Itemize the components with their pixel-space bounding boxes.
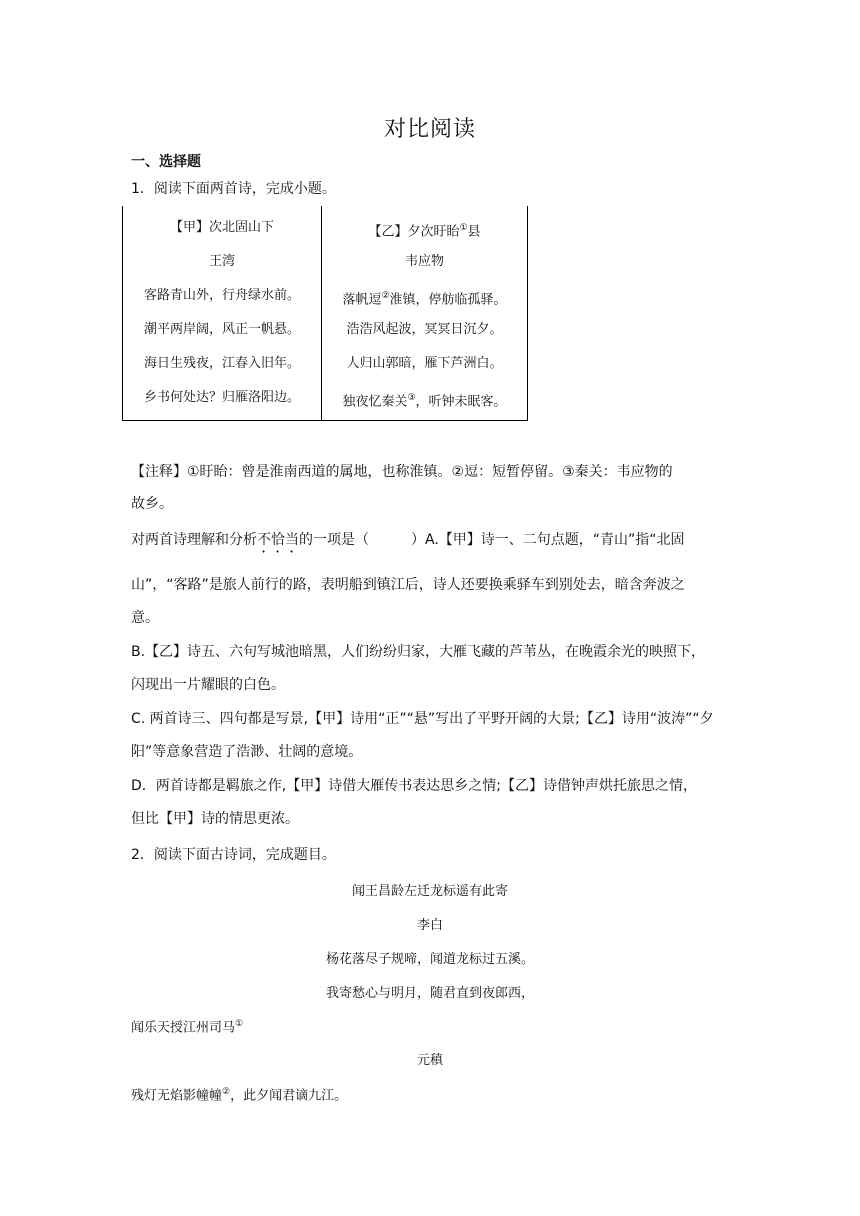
notes-line: 【注释】①盱眙：曾是淮南西道的属地，也称淮镇。②逗：短暂停留。③秦关：韦应物的 (131, 464, 673, 480)
poem-a-cell (123, 206, 322, 421)
poem-a-author: 王湾 (208, 254, 235, 269)
option-c-text: 阳”等意象营造了浩渺、壮阔的意境。 (131, 744, 363, 760)
poem-comparison-table (122, 206, 528, 421)
question-2-stem: 2．阅读下面古诗词，完成题目。 (131, 847, 336, 863)
section-heading: 一、选择题 (131, 154, 201, 170)
poem-a-line: 海日生残夜，江春入旧年。 (143, 356, 300, 371)
poem-2-line: 残灯无焰影幢幢②，此夕闻君谪九江。 (131, 1087, 348, 1104)
option-d-text: 但比【甲】诗的情思更浓。 (131, 811, 299, 827)
poem-b-line: 独夜忆秦关③，听钟未眠客。 (342, 393, 507, 410)
option-d-text: D．两首诗都是羁旅之作,【甲】诗借大雁传书表达思乡之情;【乙】诗借钟声烘托旅思之情， (131, 778, 697, 794)
poem-a-line: 客路青山外，行舟绿水前。 (143, 288, 300, 303)
question-1-prompt: 对两首诗理解和分析不恰当的一项是（ ）A.【甲】诗一、二句点题，“青山”指“北固 (131, 532, 685, 548)
poem-1-line: 我寄愁心与明月，随君直到夜郎西， (325, 986, 534, 1001)
option-a-text: 意。 (131, 610, 159, 626)
poem-b-line: 落帆逗②淮镇，停舫临孤驿。 (342, 291, 507, 308)
poem-b-title: 【乙】夕次盱眙①县 (368, 223, 481, 240)
notes-line: 故乡。 (131, 496, 173, 512)
page-title: 对比阅读 (383, 117, 476, 142)
poem-a-line: 潮平两岸阔，风正一帆悬。 (143, 322, 300, 337)
poem-1-author: 李白 (416, 918, 443, 933)
option-b-text: B.【乙】诗五、六句写城池暗黑，人们纷纷归家，大雁飞藏的芦苇丛，在晚霞余光的映照下， (131, 644, 706, 660)
option-b-text: 闪现出一片耀眼的白色。 (131, 677, 285, 693)
poem-1-line: 杨花落尽子规啼，闻道龙标过五溪。 (325, 952, 534, 967)
question-1-stem: 1．阅读下面两首诗，完成小题。 (131, 181, 336, 197)
poem-a-title: 【甲】次北固山下 (169, 220, 274, 235)
poem-b-cell (322, 206, 528, 421)
option-c-text: C. 两首诗三、四句都是写景,【甲】诗用“正”“悬”写出了平野开阔的大景;【乙】诗用“波涛”“夕 (131, 711, 714, 727)
poem-a-line: 乡书何处达？归雁洛阳边。 (143, 390, 300, 405)
emphasized-text: 不恰当 (257, 532, 299, 548)
poem-b-author: 韦应物 (404, 254, 444, 269)
poem-1-title: 闻王昌龄左迁龙标遥有此寄 (351, 884, 508, 899)
poem-b-line: 浩浩风起波，冥冥日沉夕。 (346, 322, 503, 337)
poem-2-title: 闻乐天授江州司马① (131, 1019, 244, 1036)
poem-2-author: 元稹 (416, 1053, 443, 1068)
option-a-text: 山”，“客路”是旅人前行的路，表明船到镇江后，诗人还要换乘驿车到别处去，暗含奔波之 (131, 577, 685, 593)
poem-b-line: 人归山郭暗，雁下芦洲白。 (346, 356, 503, 371)
